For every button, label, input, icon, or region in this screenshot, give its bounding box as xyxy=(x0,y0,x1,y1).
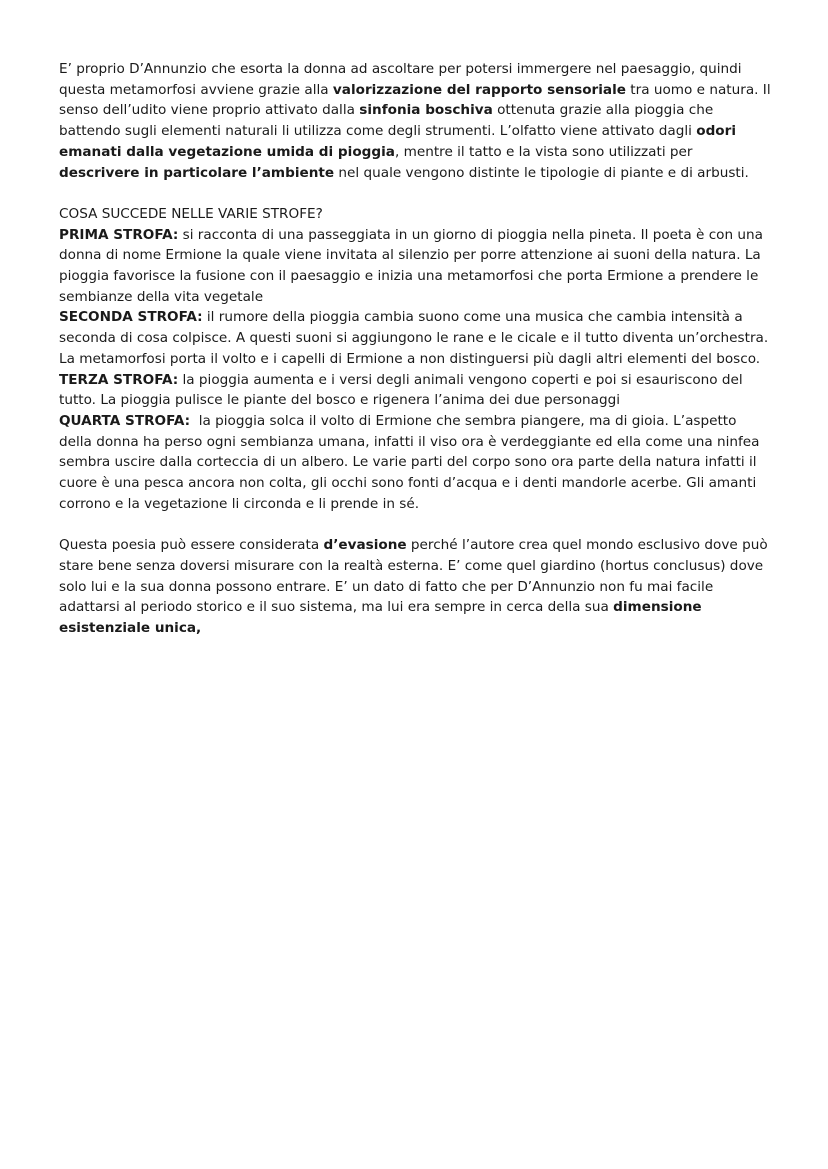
paragraph-gap xyxy=(59,514,771,535)
section-heading: COSA SUCCEDE NELLE VARIE STROFE? xyxy=(59,205,323,222)
text-run: , mentre il tatto e la vista sono utilizzati per xyxy=(394,143,693,160)
strophe-label: SECONDA STROFA: xyxy=(59,309,203,326)
paragraph-gap xyxy=(59,183,771,204)
bold-text-run: d’evasione xyxy=(323,537,407,554)
bold-text-run: sinfonia boschiva xyxy=(359,102,493,119)
text-run: tra uomo e natura. Il senso dell’udito viene proprio attivato dalla xyxy=(59,81,771,119)
document-page xyxy=(59,59,771,639)
strophe-paragraph xyxy=(59,411,771,515)
strophe-text: la pioggia solca il volto di Ermione che sembra piangere, ma di gioia. L’aspetto della donna ha perso ogni sembianza umana, infatti il viso ora è verdeggiante ed ella come una ninfea sembra uscire dalla corteccia di un albero. Le varie parti del corpo sono ora parte della natura infatti il cuore è una pesca ancora non colta, gli occhi sono fonti d’acqua e i denti mandorle acerbe. Gli amanti corrono e la vegetazione li circonda e li prende in sé. xyxy=(59,412,764,512)
text-run: nel quale vengono distinte le tipologie di piante e di arbusti. xyxy=(334,164,749,181)
strophe-label: QUARTA STROFA: xyxy=(59,412,191,429)
strophes-list xyxy=(59,225,771,515)
text-run: ottenuta grazie alla pioggia che battendo sugli elementi naturali li utilizza come degli strumenti. L’olfatto viene attivato dagli xyxy=(59,102,714,140)
bold-text-run: descrivere in particolare l’ambiente xyxy=(59,164,335,181)
text-run: perché l’autore crea quel mondo esclusivo dove può stare bene senza doversi misurare con la realtà esterna. E’ come quel giardino (hortus conclusus) dove solo lui e la sua donna possono entrare. E’ un dato di fatto che per D’Annunzio non fu mai facile adattarsi al periodo storico e il suo sistema, ma lui era sempre in cerca della sua xyxy=(59,537,768,616)
text-run: E’ proprio D’Annunzio che esorta la donna ad ascoltare per potersi immergere nel paesaggio, quindi questa metamorfosi avviene grazie alla xyxy=(59,61,742,98)
strophe-text: si racconta di una passeggiata in un giorno di pioggia nella pineta. Il poeta è con una donna di nome Ermione la quale viene invitata al silenzio per porre attenzione ai suoni della natura. La pioggia favorisce la fusione con il paesaggio e inizia una metamorfosi che porta Ermione a prendere le sembianze della vita vegetale xyxy=(59,226,768,305)
strophe-paragraph xyxy=(59,225,771,308)
conclusion-paragraph xyxy=(59,535,771,639)
strophe-label: TERZA STROFA: xyxy=(59,371,179,388)
bold-text-run: dimensione esistenziale unica, xyxy=(59,599,702,636)
strophe-label: PRIMA STROFA: xyxy=(59,226,179,243)
strophe-paragraph xyxy=(59,307,771,369)
strophe-paragraph xyxy=(59,370,771,411)
bold-text-run: odori emanati dalla vegetazione umida di pioggia xyxy=(59,123,737,160)
intro-paragraph xyxy=(59,59,771,183)
bold-text-run: valorizzazione del rapporto sensoriale xyxy=(332,81,626,98)
strophe-text: il rumore della pioggia cambia suono come una musica che cambia intensità a seconda di cosa colpisce. A questi suoni si aggiungono le rane e le cicale e il tutto diventa un’orchestra. La metamorfosi porta il volto e i capelli di Ermione a non distinguersi più dagli altri elementi del bosco. xyxy=(59,309,773,367)
text-run: Questa poesia può essere considerata xyxy=(59,537,324,554)
strophe-text: la pioggia aumenta e i versi degli animali vengono coperti e poi si esauriscono del tutto. La pioggia pulisce le piante del bosco e rigenera l’anima dei due personaggi xyxy=(59,371,748,409)
